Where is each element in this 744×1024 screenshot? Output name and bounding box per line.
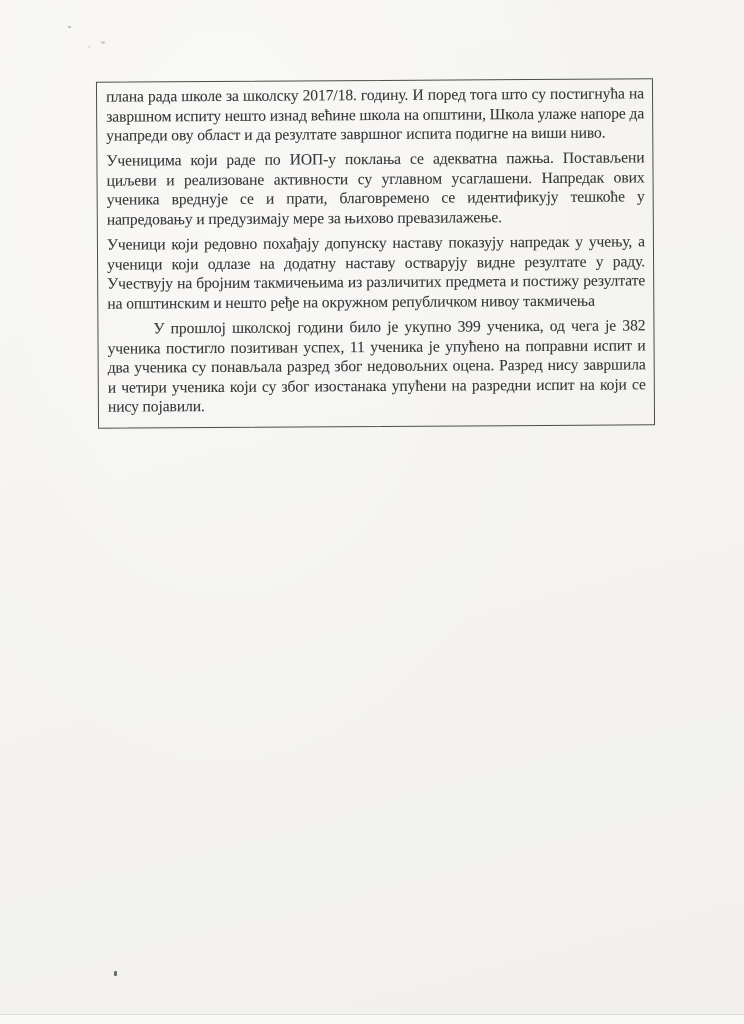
scan-speck (114, 971, 117, 976)
scan-speck (88, 46, 90, 48)
scan-speck (101, 41, 105, 44)
scan-speck (68, 26, 71, 28)
paragraph-final-exam-results: плана рада школе за школску 2017/18. годину. И поред тога што су постигнућа на завршном испиту нешто изнад већине школа на општини, Школа улаже напоре да унапреди ову област и да резултате завршног испита подигне на виши ниво. (105, 85, 645, 145)
scan-edge-band (0, 1014, 744, 1024)
paragraph-student-statistics: У прошлој школској години било је укупно 399 ученика, од чега је 382 ученика постигло позитиван успех, 11 ученика је упућено на поправни испит и два ученика су понављала разред због недовољних оцена. Разред нису завршила и четири ученика који су због изостанака упућени на разредни испит на који се нису појавили. (107, 317, 646, 417)
paragraph-supplementary-and-extra-classes: Ученици који редовно похађају допунску наставу показују напредак у учењу, а ученици који одлазе на додатну наставу остварују видне резултате у раду. Учествују на бројним такмичењима из различитих предмета и постижу резултате на општинским и нешто ређе на окружном републичком нивоу такмичења (106, 233, 646, 313)
report-text-box (96, 78, 655, 428)
paragraph-iop-students: Ученицима који раде по ИОП-у поклања се адекватна пажња. Постављени циљеви и реализоване активности су углавном усаглашени. Напредак ових ученика вреднује се и прати, благовремено се идентификују тешкоће у напредовању и предузимају мере за њихово превазилажење. (106, 149, 645, 229)
